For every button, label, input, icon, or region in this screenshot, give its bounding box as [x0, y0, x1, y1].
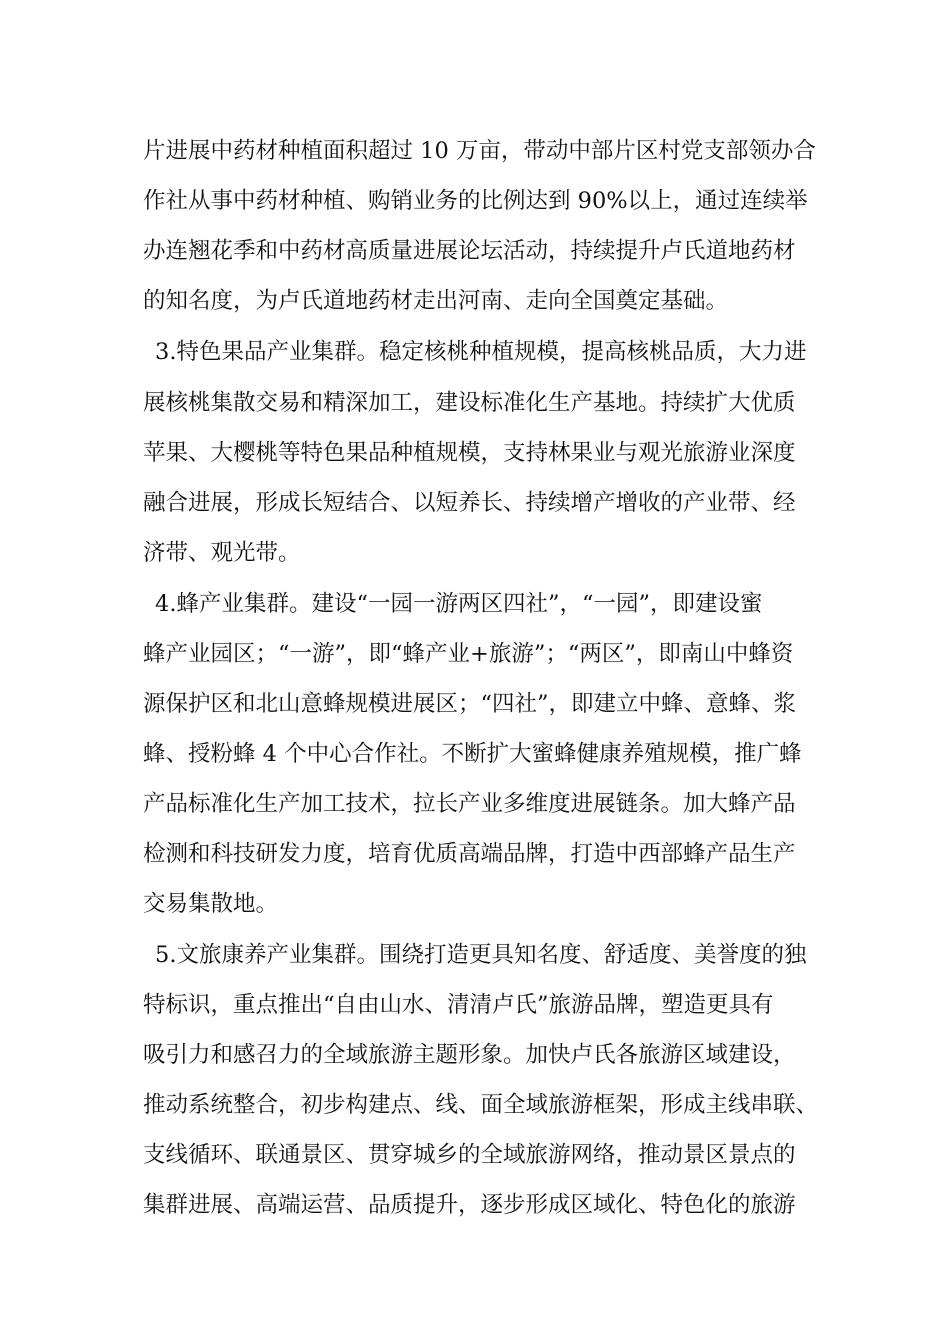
text-line: 产品标准化生产加工技术，拉长产业多维度进展链条。加大蜂产品 [143, 791, 796, 817]
section-heading-line: 5.文旅康养产业集群。围绕打造更具知名度、舒适度、美誉度的独 [155, 942, 807, 968]
text-line: 苹果、大樱桃等特色果品种植规模，支持林果业与观光旅游业深度 [143, 440, 796, 466]
text-line: 推动系统整合，初步构建点、线、面全域旅游框架，形成主线串联、 [143, 1092, 819, 1118]
text-line: 作社从事中药材种植、购销业务的比例达到 90%以上，通过连续举 [143, 188, 808, 214]
section-heading-line: 4.蜂产业集群。建设“一园一游两区四社”，“一园”，即建设蜜 [155, 591, 763, 617]
text-line: 支线循环、联通景区、贯穿城乡的全域旅游网络，推动景区景点的 [143, 1142, 796, 1168]
text-line: 展核桃集散交易和精深加工，建设标准化生产基地。持续扩大优质 [143, 390, 796, 416]
text-line: 济带、观光带。 [143, 540, 301, 566]
text-line: 源保护区和北山意蜂规模进展区；“四社”，即建立中蜂、意蜂、浆 [143, 691, 797, 717]
text-line: 蜂产业园区；“一游”，即“蜂产业+旅游”；“两区”，即南山中蜂资 [143, 641, 794, 667]
text-line: 融合进展，形成长短结合、以短养长、持续增产增收的产业带、经 [143, 490, 796, 516]
text-line: 办连翘花季和中药材高质量进展论坛活动，持续提升卢氏道地药材 [143, 238, 796, 264]
text-line: 的知名度，为卢氏道地药材走出河南、走向全国奠定基础。 [143, 288, 729, 314]
text-line: 检测和科技研发力度，培育优质高端品牌，打造中西部蜂产品生产 [143, 841, 796, 867]
text-line: 吸引力和感召力的全域旅游主题形象。加快卢氏各旅游区域建设， [143, 1042, 796, 1068]
section-heading-line: 3.特色果品产业集群。稳定核桃种植规模，提高核桃品质，大力进 [155, 339, 807, 365]
text-line: 蜂、授粉蜂 4 个中心合作社。不断扩大蜜蜂健康养殖规模，推广蜂 [143, 741, 802, 767]
text-line: 集群进展、高端运营、品质提升，逐步形成区域化、特色化的旅游 [143, 1192, 796, 1218]
text-line: 交易集散地。 [143, 891, 279, 917]
text-line: 片进展中药材种植面积超过 10 万亩，带动中部片区村党支部领办合 [143, 138, 816, 164]
text-line: 特标识，重点推出“自由山水、清清卢氏”旅游品牌，塑造更具有 [143, 992, 774, 1018]
